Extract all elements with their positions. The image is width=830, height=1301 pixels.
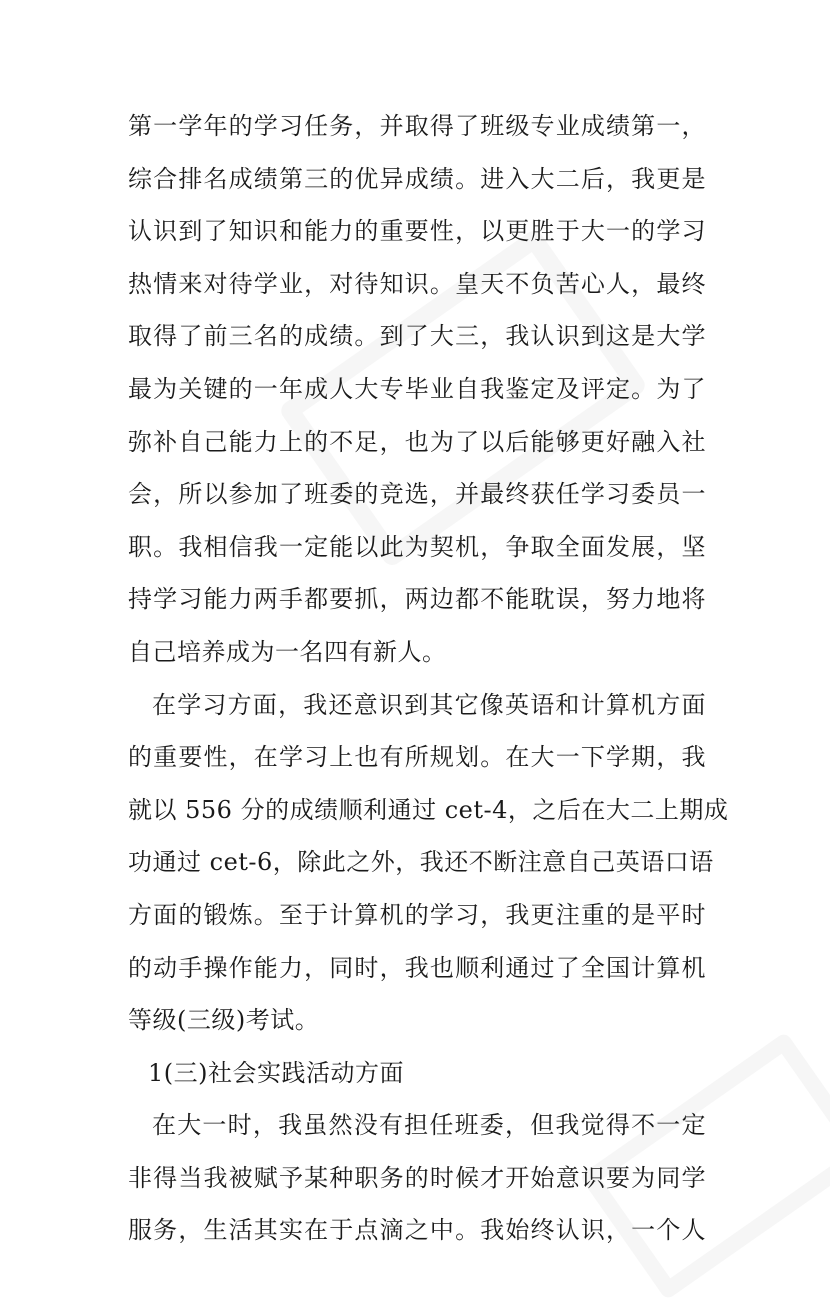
section-heading: [128, 1047, 706, 1100]
text-line: 就以 556 分的成绩顺利通过 cet-4，之后在大二上期成: [128, 795, 729, 824]
text-line: 热情来对待学业，对待知识。皇天不负苦心人，最终: [128, 269, 706, 298]
text-line: 服务，生活其实在于点滴之中。我始终认识，一个人: [128, 1216, 706, 1245]
section-heading-text: 1(三)社会实践活动方面: [148, 1058, 404, 1087]
text-line: 功通过 cet-6，除此之外，我还不断注意自己英语口语: [128, 848, 714, 877]
text-line: 取得了前三名的成绩。到了大三，我认识到这是大学: [128, 322, 706, 351]
paragraph-1: [128, 100, 706, 679]
text-line: 最为关键的一年成人大专毕业自我鉴定及评定。为了: [128, 374, 706, 403]
paragraph-2: [128, 679, 729, 1047]
text-line: 职。我相信我一定能以此为契机，争取全面发展，坚: [128, 532, 706, 561]
text-line: 非得当我被赋予某种职务的时候才开始意识要为同学: [128, 1163, 706, 1192]
text-line: 第一学年的学习任务，并取得了班级专业成绩第一，: [128, 112, 706, 140]
text-line: 弥补自己能力上的不足，也为了以后能够更好融入社: [128, 427, 706, 456]
text-line: 自己培养成为一名四有新人。: [128, 637, 447, 666]
text-line: 认识到了知识和能力的重要性，以更胜于大一的学习: [128, 217, 706, 246]
text-line: 会，所以参加了班委的竞选，并最终获任学习委员一: [128, 480, 706, 509]
text-line: 的动手操作能力，同时，我也顺利通过了全国计算机: [128, 953, 706, 982]
text-line: 等级(三级)考试。: [128, 1006, 320, 1035]
paragraph-3: [128, 1099, 706, 1257]
text-line: 持学习能力两手都要抓，两边都不能耽误，努力地将: [128, 585, 706, 614]
text-line: 在学习方面，我还意识到其它像英语和计算机方面: [152, 690, 706, 719]
text-line: 方面的锻炼。至于计算机的学习，我更注重的是平时: [128, 900, 706, 929]
text-line: 综合排名成绩第三的优异成绩。进入大二后，我更是: [128, 164, 706, 193]
document-body: [128, 100, 729, 1257]
text-line: 的重要性，在学习上也有所规划。在大一下学期，我: [128, 743, 706, 772]
text-line: 在大一时，我虽然没有担任班委，但我觉得不一定: [152, 1111, 706, 1140]
